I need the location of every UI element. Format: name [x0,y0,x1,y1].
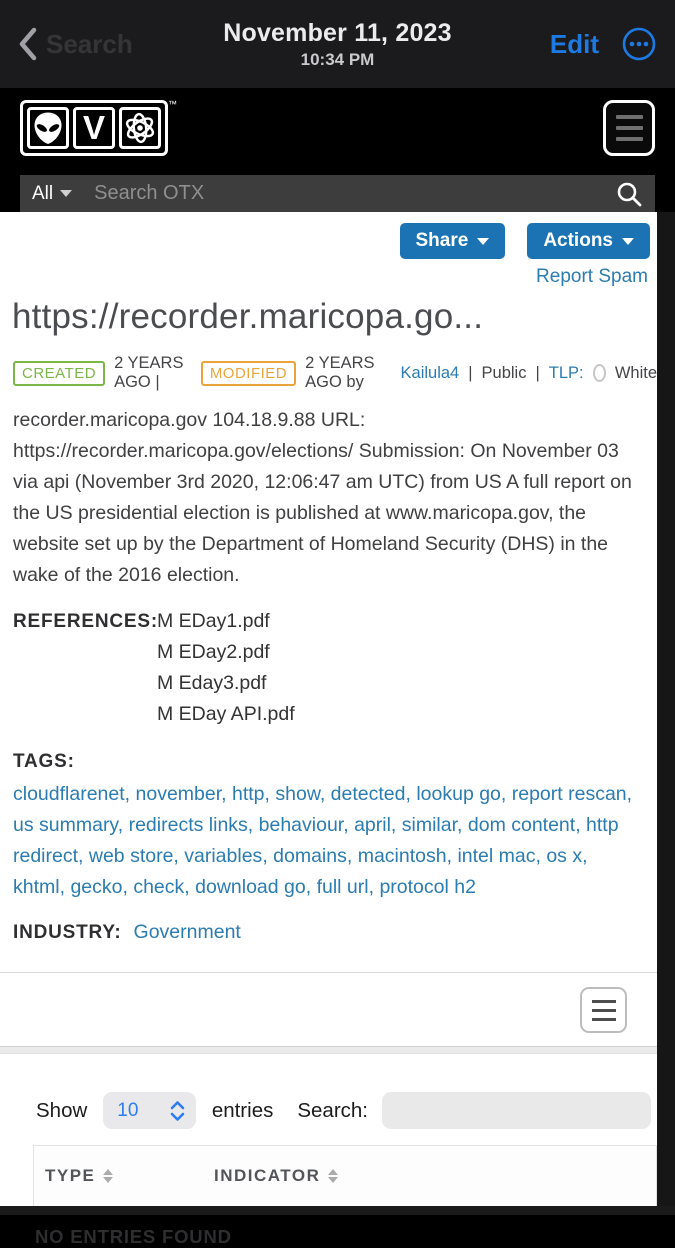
share-button[interactable]: Share [400,223,506,259]
tlp-white-circle-icon [593,364,606,382]
tag-link[interactable]: check [133,876,185,898]
tag-separator: , [59,876,71,898]
references-label: REFERENCES: [13,611,158,632]
tag-separator: , [405,783,417,805]
tlp-label-link[interactable]: TLP: [548,363,584,382]
tag-separator: , [264,783,276,805]
ellipsis-circle-icon [621,26,657,62]
tag-link[interactable]: full url [316,876,369,898]
tag-separator: , [78,845,89,867]
tag-link[interactable]: lookup go [416,783,501,805]
tag-link[interactable]: redirects links [128,814,248,836]
report-spam-link[interactable]: Report Spam [536,266,648,287]
hamburger-icon [616,115,643,119]
empty-table-message: NO ENTRIES FOUND [35,1226,232,1247]
meta-separator: | [468,363,473,382]
tag-link[interactable]: protocol h2 [379,876,476,898]
column-label: INDICATOR [214,1166,321,1185]
industry-section [13,921,657,944]
tag-separator: , [575,814,587,836]
tag-separator: , [457,814,468,836]
created-ago-text: 2 YEARS AGO | [114,354,184,391]
reference-item: M EDay API.pdf [157,703,295,725]
pulse-meta-row [13,354,657,392]
tag-separator: , [262,845,274,867]
tag-separator: , [319,783,331,805]
tag-link[interactable]: http redirect [13,814,619,867]
modified-ago-text: 2 YEARS AGO by [305,354,375,391]
tag-link[interactable]: behaviour [258,814,344,836]
chevron-up-down-icon [169,1100,186,1122]
tag-separator: , [368,876,380,898]
tag-link[interactable]: us summary [13,814,118,836]
ios-photos-header [0,0,675,88]
tag-link[interactable]: intel mac [457,845,536,867]
visibility-text: Public [481,363,527,382]
pulse-description: recorder.maricopa.gov 104.18.9.88 URL: https://recorder.maricopa.gov/elections/ Submission: On November 03 via api (November 3rd 2020, 12:06:47 am UTC) from US A full report on the US presidential election is published at www.maricopa.gov, the website set up by the Department of Homeland Security (DHS) in the wake of the 2016 election. [13,409,632,586]
tag-separator: , [390,814,402,836]
references-section [13,606,657,730]
tag-link[interactable]: similar [401,814,458,836]
photo-date: November 11, 2023 [223,18,452,47]
tag-link[interactable]: dom content [467,814,576,836]
tag-link[interactable]: show [275,783,320,805]
photo-time: 10:34 PM [300,49,375,69]
otx-header [0,88,675,212]
pulse-page [0,212,657,1247]
caret-down-icon [477,238,489,245]
created-badge: CREATED [13,361,105,386]
tag-link[interactable]: variables [184,845,263,867]
right-letterbox [657,212,675,1215]
meta-separator: | [535,363,540,382]
industry-label: INDUSTRY: [13,922,122,943]
tag-link[interactable]: gecko [70,876,123,898]
tlp-value-text: White [614,363,657,382]
tag-separator: , [626,783,633,805]
search-icon [615,180,643,208]
table-search-label: Search: [297,1098,368,1122]
section-band [0,1047,657,1054]
tag-link[interactable]: web store [88,845,174,867]
edit-button[interactable]: Edit [549,28,599,59]
tag-link[interactable]: khtml [13,876,60,898]
alien-head-icon [27,107,69,149]
column-label: TYPE [45,1166,96,1185]
tag-separator: , [500,783,512,805]
industry-link[interactable]: Government [133,921,241,943]
author-link[interactable]: Kailula4 [400,363,460,382]
tag-link[interactable]: macintosh [357,845,447,867]
reference-item: M EDay2.pdf [157,641,270,663]
page-size-select[interactable] [103,1092,196,1129]
entries-search-input[interactable] [382,1092,651,1129]
actions-button[interactable]: Actions [527,223,650,259]
tag-separator: , [247,814,259,836]
table-menu-button[interactable] [580,987,627,1033]
tag-link[interactable]: report rescan [511,783,627,805]
section-divider [0,972,657,973]
table-header-row [34,1146,656,1206]
tag-link[interactable]: os x [546,845,583,867]
entries-label: entries [211,1098,274,1122]
column-header-indicator[interactable] [214,1166,338,1186]
tag-link[interactable]: domains [273,845,347,867]
reference-item: M Eday3.pdf [157,672,267,694]
tag-link[interactable]: download go [195,876,306,898]
tag-separator: , [582,845,588,867]
caret-down-icon [622,238,634,245]
tag-link[interactable]: detected [330,783,406,805]
search-submit-button[interactable] [615,180,643,208]
otx-search-input[interactable] [94,182,607,205]
atom-icon [119,107,161,149]
tag-separator: , [446,845,458,867]
tags-list [13,779,644,903]
main-canvas [0,212,675,1247]
back-chevron-icon[interactable] [18,27,38,61]
show-label: Show [36,1098,88,1122]
tag-separator: , [117,814,129,836]
tag-link[interactable]: http [232,783,265,805]
sort-icon [103,1169,113,1183]
column-header-type[interactable] [34,1166,214,1186]
tag-link[interactable]: november [135,783,222,805]
otx-search-bar [20,175,655,212]
pulse-title: https://recorder.maricopa.go... [12,297,484,336]
tag-link[interactable]: cloudflarenet [13,783,125,805]
reference-item: M EDay1.pdf [157,610,270,632]
search-filter-dropdown[interactable] [32,183,72,205]
tags-label: TAGS: [13,751,75,772]
tag-separator: , [124,783,136,805]
tag-separator: , [535,845,547,867]
search-filter-label: All [32,182,54,204]
tag-separator: , [221,783,232,805]
ghost-search-label: Search [46,28,133,59]
tag-separator: , [122,876,134,898]
indicators-table [33,1145,657,1209]
more-options-button[interactable] [621,26,657,62]
logo-letter-v: V [73,107,115,149]
tag-separator: , [173,845,185,867]
tag-separator: , [184,876,196,898]
tag-separator: , [305,876,317,898]
alienvault-otx-logo[interactable] [20,99,177,156]
modified-badge: MODIFIED [201,361,296,386]
tag-link[interactable]: april [354,814,391,836]
hamburger-icon [582,1000,625,1021]
tag-separator: , [343,814,355,836]
tag-separator: , [346,845,358,867]
sort-icon [328,1169,338,1183]
trademark-symbol: ™ [168,99,177,109]
references-list [157,606,295,730]
bottom-letterbox [0,1206,675,1215]
otx-menu-button[interactable] [603,100,655,156]
table-controls [36,1092,651,1129]
page-size-value: 10 [117,1099,139,1121]
caret-down-icon [60,190,72,197]
